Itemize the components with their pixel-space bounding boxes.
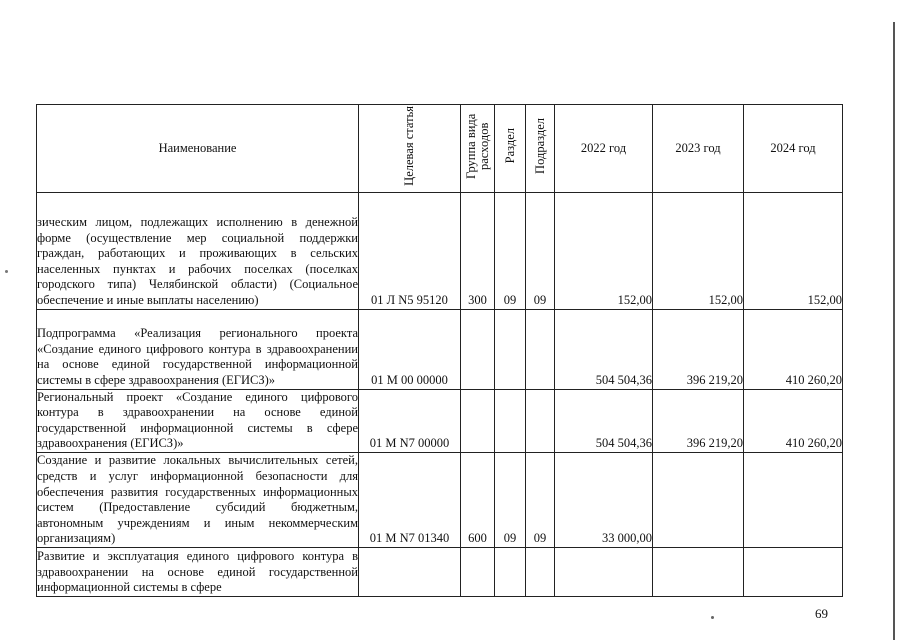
row-target-article: 01 Л N5 95120 xyxy=(359,192,461,309)
row-expense-group xyxy=(461,547,495,596)
row-2023: 396 219,20 xyxy=(653,389,744,452)
binder-edge-line xyxy=(893,22,895,640)
row-subsection: 09 xyxy=(526,452,555,547)
row-subsection: 09 xyxy=(526,192,555,309)
row-subsection xyxy=(526,547,555,596)
row-2022 xyxy=(555,547,653,596)
row-expense-group xyxy=(461,389,495,452)
row-2023: 152,00 xyxy=(653,192,744,309)
table-row xyxy=(37,547,843,596)
row-section: 09 xyxy=(495,452,526,547)
header-year-2022: 2022 год xyxy=(555,105,653,193)
row-2024: 410 260,20 xyxy=(744,309,843,389)
row-2022: 33 000,00 xyxy=(555,452,653,547)
row-subsection xyxy=(526,389,555,452)
row-subsection xyxy=(526,309,555,389)
header-section: Раздел xyxy=(495,105,526,193)
row-section xyxy=(495,309,526,389)
row-name: Подпрограмма «Реализация регионального проекта «Создание единого цифрового контура в здравоохранении на основе единой государственной информационной системы в сфере здравоохранения (ЕГИСЗ)» xyxy=(37,309,359,389)
row-2024: 152,00 xyxy=(744,192,843,309)
header-subsection: Подраздел xyxy=(526,105,555,193)
budget-table xyxy=(36,104,843,597)
table-row xyxy=(37,309,843,389)
row-name: Региональный проект «Создание единого цифрового контура в здравоохранении на основе единой государственной информационной системы в сфере здравоохранения (ЕГИСЗ)» xyxy=(37,389,359,452)
row-expense-group xyxy=(461,309,495,389)
row-2023 xyxy=(653,547,744,596)
row-2024: 410 260,20 xyxy=(744,389,843,452)
table-row xyxy=(37,452,843,547)
page-number: 69 xyxy=(815,606,828,621)
row-expense-group: 300 xyxy=(461,192,495,309)
row-2023: 396 219,20 xyxy=(653,309,744,389)
row-name: зическим лицом, подлежащих исполнению в денежной форме (осуществление мер социальной поддержки граждан, работающих и проживающих в сельских населенных пунктах и рабочих поселках (поселках городского типа) Челябинской области) (Социальное обеспечение и иные выплаты населению) xyxy=(37,192,359,309)
header-year-2023: 2023 год xyxy=(653,105,744,193)
header-expense-group: Группа вида расходов xyxy=(461,105,495,193)
table-row xyxy=(37,389,843,452)
row-2024 xyxy=(744,547,843,596)
row-target-article: 01 М N7 01340 xyxy=(359,452,461,547)
header-target-article: Целевая статья xyxy=(359,105,461,193)
row-section: 09 xyxy=(495,192,526,309)
row-section xyxy=(495,547,526,596)
table-header-row xyxy=(37,105,843,193)
row-2023 xyxy=(653,452,744,547)
row-2022: 504 504,36 xyxy=(555,389,653,452)
row-target-article xyxy=(359,547,461,596)
row-2024 xyxy=(744,452,843,547)
row-target-article: 01 М 00 00000 xyxy=(359,309,461,389)
table-row xyxy=(37,192,843,309)
scan-speck xyxy=(711,616,714,619)
row-2022: 504 504,36 xyxy=(555,309,653,389)
row-name: Создание и развитие локальных вычислительных сетей, средств и услуг информационной безопасности для обеспечения развития государственных информационных систем (Предоставление субсидий бюджетным, автономным учреждениям и иным некоммерческим организациям) xyxy=(37,452,359,547)
scan-speck xyxy=(5,270,8,273)
row-target-article: 01 М N7 00000 xyxy=(359,389,461,452)
row-2022: 152,00 xyxy=(555,192,653,309)
header-name: Наименование xyxy=(37,105,359,193)
header-year-2024: 2024 год xyxy=(744,105,843,193)
row-expense-group: 600 xyxy=(461,452,495,547)
row-name: Развитие и эксплуатация единого цифрового контура в здравоохранении на основе единой государственной информационной системы в сфере xyxy=(37,547,359,596)
row-section xyxy=(495,389,526,452)
